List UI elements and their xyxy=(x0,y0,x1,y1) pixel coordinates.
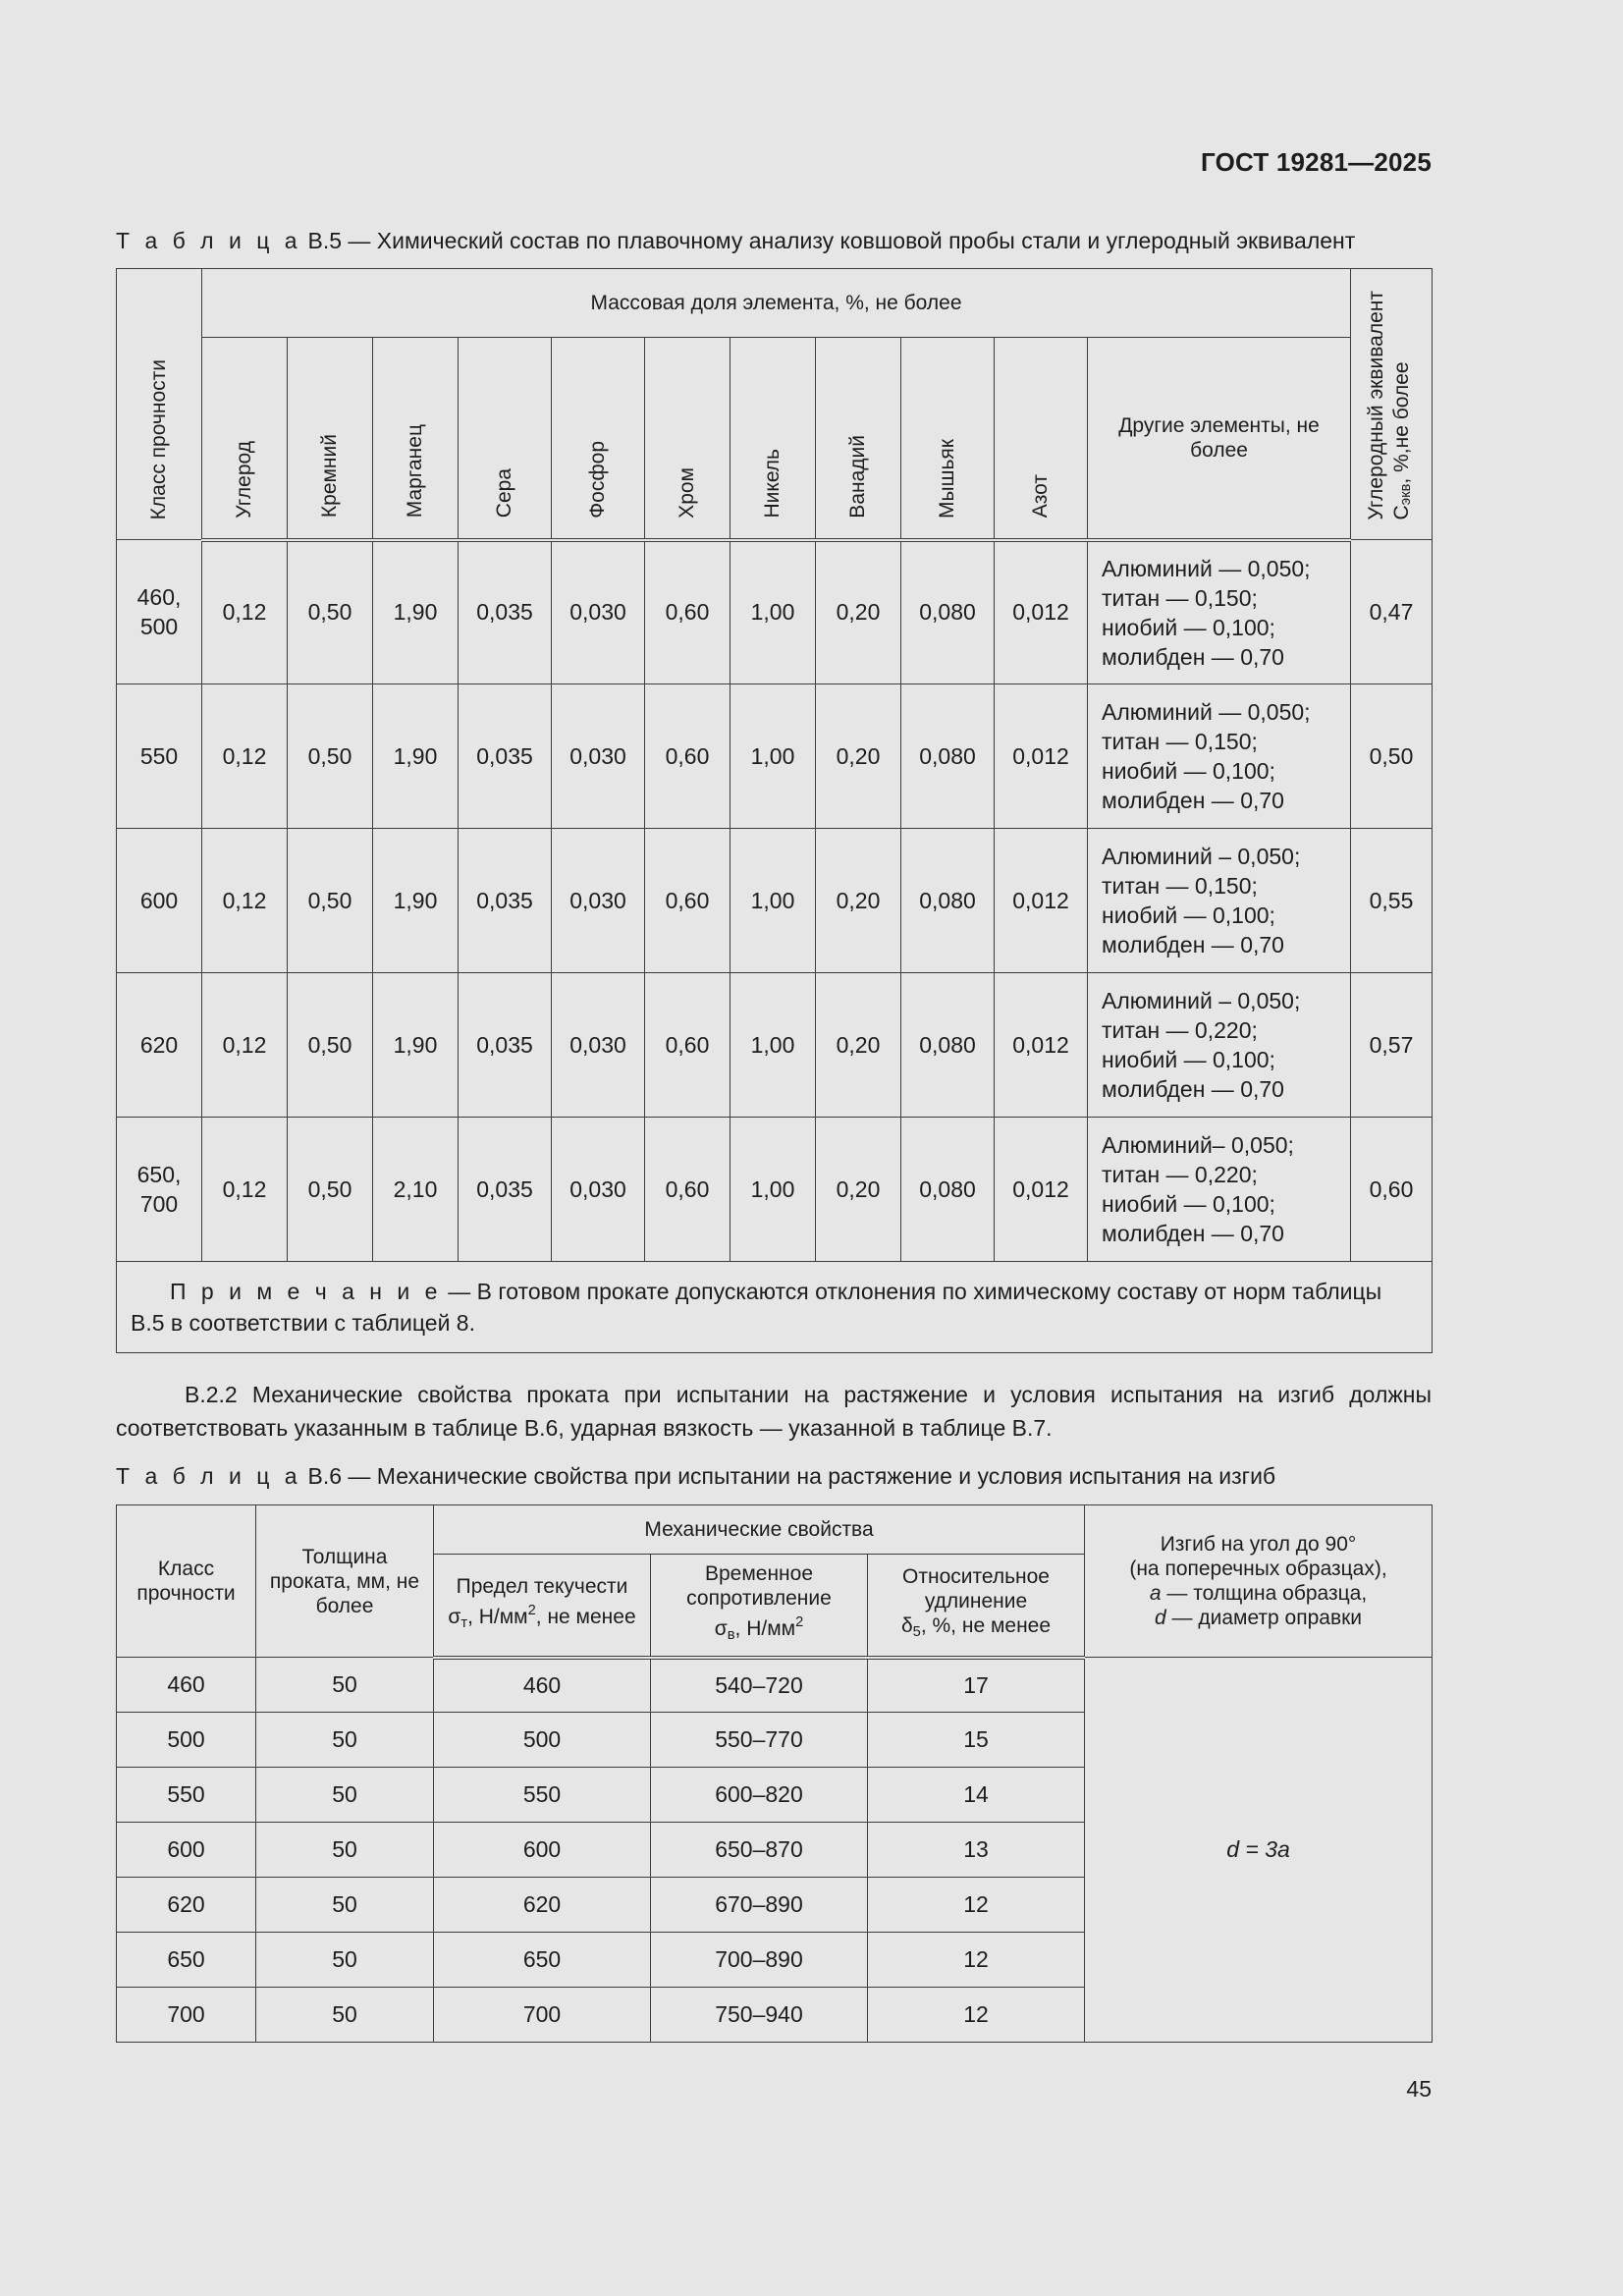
table-row xyxy=(117,1118,1433,1262)
value-cell: 1,00 xyxy=(730,829,816,973)
cls-cell: 550 xyxy=(117,1768,256,1823)
value-cell: 0,012 xyxy=(995,973,1088,1118)
header-other-elements: Другие элементы, не более xyxy=(1088,338,1351,540)
value-cell: 0,080 xyxy=(901,540,995,684)
tensile-cell: 540–720 xyxy=(651,1658,868,1713)
value-cell: 0,60 xyxy=(645,1118,730,1262)
carbon-equivalent-cell: 0,55 xyxy=(1351,829,1433,973)
other-elements-cell: Алюминий– 0,050; титан — 0,220; ниобий — 0,100; молибден — 0,70 xyxy=(1088,1118,1351,1262)
elong-cell: 15 xyxy=(868,1713,1085,1768)
thk-cell: 50 xyxy=(256,1933,434,1988)
strength-class-cell: 460, 500 xyxy=(117,540,202,684)
value-cell: 0,20 xyxy=(816,1118,901,1262)
value-cell: 0,080 xyxy=(901,1118,995,1262)
value-cell: 0,012 xyxy=(995,540,1088,684)
header-element: Фосфор xyxy=(552,338,645,540)
header-element: Кремний xyxy=(288,338,373,540)
value-cell: 0,50 xyxy=(288,684,373,829)
carbon-equivalent-cell: 0,60 xyxy=(1351,1118,1433,1262)
header-strength-class: Класс прочности xyxy=(117,269,202,540)
cls-cell: 500 xyxy=(117,1713,256,1768)
value-cell: 0,035 xyxy=(459,973,552,1118)
cls-cell: 650 xyxy=(117,1933,256,1988)
value-cell: 0,60 xyxy=(645,684,730,829)
paragraph-b2-2: В.2.2 Механические свойства проката при испытании на растяжение и условия испытания на изгиб должны соответствовать указанным в таблице В.6, ударная вязкость — указанной в таблице В.7. xyxy=(116,1382,1432,1441)
elong-cell: 12 xyxy=(868,1878,1085,1933)
value-cell: 0,080 xyxy=(901,973,995,1118)
value-cell: 1,00 xyxy=(730,1118,816,1262)
value-cell: 1,90 xyxy=(373,540,459,684)
elong-cell: 12 xyxy=(868,1933,1085,1988)
caption-lead: Т а б л и ц а xyxy=(116,1463,302,1489)
thk-cell: 50 xyxy=(256,1878,434,1933)
header-carbon-equivalent: Углеродный эквивалент $С_{экв}$, %,не более xyxy=(1351,269,1433,540)
header-bend-test: Изгиб на угол до 90° (на поперечных образцах), a — толщина образца, d — диаметр оправки xyxy=(1085,1505,1433,1658)
table-row xyxy=(117,684,1433,829)
yield-cell: 650 xyxy=(434,1933,651,1988)
other-elements-cell: Алюминий – 0,050; титан — 0,150; ниобий — 0,100; молибден — 0,70 xyxy=(1088,829,1351,973)
value-cell: 0,50 xyxy=(288,1118,373,1262)
table-b6 xyxy=(116,1504,1433,2043)
other-elements-cell: Алюминий — 0,050; титан — 0,150; ниобий — 0,100; молибден — 0,70 xyxy=(1088,540,1351,684)
value-cell: 0,035 xyxy=(459,684,552,829)
header-element: Мышьяк xyxy=(901,338,995,540)
value-cell: 0,12 xyxy=(202,684,288,829)
value-cell: 0,030 xyxy=(552,1118,645,1262)
value-cell: 0,035 xyxy=(459,540,552,684)
table-row xyxy=(117,540,1433,684)
value-cell: 1,90 xyxy=(373,829,459,973)
standard-code: ГОСТ 19281—2025 xyxy=(1201,147,1432,177)
value-cell: 0,60 xyxy=(645,829,730,973)
elong-cell: 14 xyxy=(868,1768,1085,1823)
elong-cell: 13 xyxy=(868,1823,1085,1878)
value-cell: 0,50 xyxy=(288,973,373,1118)
yield-cell: 600 xyxy=(434,1823,651,1878)
value-cell: 1,00 xyxy=(730,540,816,684)
value-cell: 0,60 xyxy=(645,540,730,684)
tensile-cell: 750–940 xyxy=(651,1988,868,2043)
bend-condition-cell: d = 3a xyxy=(1085,1658,1433,2043)
value-cell: 0,50 xyxy=(288,540,373,684)
elong-cell: 17 xyxy=(868,1658,1085,1713)
value-cell: 0,20 xyxy=(816,540,901,684)
tensile-cell: 670–890 xyxy=(651,1878,868,1933)
carbon-equivalent-cell: 0,50 xyxy=(1351,684,1433,829)
header-mass-fraction: Массовая доля элемента, %, не более xyxy=(202,269,1351,338)
strength-class-cell: 620 xyxy=(117,973,202,1118)
header-element: Ванадий xyxy=(816,338,901,540)
cls-cell: 460 xyxy=(117,1658,256,1713)
value-cell: 0,035 xyxy=(459,1118,552,1262)
tensile-cell: 700–890 xyxy=(651,1933,868,1988)
strength-class-cell: 650, 700 xyxy=(117,1118,202,1262)
header-element: Марганец xyxy=(373,338,459,540)
caption-lead: Т а б л и ц а xyxy=(116,228,302,253)
value-cell: 0,030 xyxy=(552,973,645,1118)
other-elements-cell: Алюминий – 0,050; титан — 0,220; ниобий — 0,100; молибден — 0,70 xyxy=(1088,973,1351,1118)
value-cell: 0,012 xyxy=(995,684,1088,829)
table-row xyxy=(117,829,1433,973)
header-strength-class: Класс прочности xyxy=(117,1505,256,1658)
value-cell: 0,030 xyxy=(552,829,645,973)
carbon-equivalent-cell: 0,47 xyxy=(1351,540,1433,684)
yield-cell: 700 xyxy=(434,1988,651,2043)
thk-cell: 50 xyxy=(256,1823,434,1878)
cls-cell: 620 xyxy=(117,1878,256,1933)
value-cell: 1,90 xyxy=(373,973,459,1118)
thk-cell: 50 xyxy=(256,1658,434,1713)
value-cell: 0,030 xyxy=(552,684,645,829)
value-cell: 0,50 xyxy=(288,829,373,973)
value-cell: 1,00 xyxy=(730,684,816,829)
cls-cell: 600 xyxy=(117,1823,256,1878)
table-b5-caption xyxy=(116,228,1355,254)
page-number: 45 xyxy=(1406,2076,1432,2102)
value-cell: 0,20 xyxy=(816,684,901,829)
header-thickness: Толщина проката, мм, не более xyxy=(256,1505,434,1658)
note-text: — В готовом прокате допускаются отклонения по химическому составу от норм таблицы В.5 в соответствии с таблицей 8. xyxy=(131,1279,1382,1336)
thk-cell: 50 xyxy=(256,1988,434,2043)
caption-text: В.5 — Химический состав по плавочному анализу ковшовой пробы стали и углеродный эквивалент xyxy=(301,228,1356,253)
value-cell: 0,12 xyxy=(202,829,288,973)
thk-cell: 50 xyxy=(256,1713,434,1768)
table-b5-note xyxy=(117,1262,1433,1353)
header-yield-strength: Предел текучести $\sigma_т$, $Н/мм^2$, не менее xyxy=(434,1555,651,1658)
tensile-cell: 650–870 xyxy=(651,1823,868,1878)
header-element: Углерод xyxy=(202,338,288,540)
value-cell: 0,035 xyxy=(459,829,552,973)
value-cell: 1,00 xyxy=(730,973,816,1118)
value-cell: 0,20 xyxy=(816,829,901,973)
other-elements-cell: Алюминий — 0,050; титан — 0,150; ниобий — 0,100; молибден — 0,70 xyxy=(1088,684,1351,829)
value-cell: 0,012 xyxy=(995,1118,1088,1262)
strength-class-cell: 600 xyxy=(117,829,202,973)
value-cell: 0,030 xyxy=(552,540,645,684)
value-cell: 0,080 xyxy=(901,829,995,973)
yield-cell: 460 xyxy=(434,1658,651,1713)
note-label: П р и м е ч а н и е xyxy=(170,1279,442,1304)
value-cell: 0,60 xyxy=(645,973,730,1118)
elong-cell: 12 xyxy=(868,1988,1085,2043)
header-element: Никель xyxy=(730,338,816,540)
table-b5 xyxy=(116,268,1433,1353)
value-cell: 1,90 xyxy=(373,684,459,829)
cls-cell: 700 xyxy=(117,1988,256,2043)
header-tensile-strength: Временное сопротивление $\sigma_в$, $Н/мм^2$ xyxy=(651,1555,868,1658)
header-mechanical-properties: Механические свойства xyxy=(434,1505,1085,1555)
yield-cell: 620 xyxy=(434,1878,651,1933)
header-element: Хром xyxy=(645,338,730,540)
yield-cell: 500 xyxy=(434,1713,651,1768)
value-cell: 2,10 xyxy=(373,1118,459,1262)
value-cell: 0,012 xyxy=(995,829,1088,973)
thk-cell: 50 xyxy=(256,1768,434,1823)
header-element: Сера xyxy=(459,338,552,540)
table-row xyxy=(117,1658,1433,1713)
yield-cell: 550 xyxy=(434,1768,651,1823)
tensile-cell: 600–820 xyxy=(651,1768,868,1823)
value-cell: 0,20 xyxy=(816,973,901,1118)
value-cell: 0,12 xyxy=(202,540,288,684)
table-b6-caption xyxy=(116,1463,1275,1490)
carbon-equivalent-cell: 0,57 xyxy=(1351,973,1433,1118)
table-row xyxy=(117,973,1433,1118)
value-cell: 0,12 xyxy=(202,973,288,1118)
value-cell: 0,080 xyxy=(901,684,995,829)
strength-class-cell: 550 xyxy=(117,684,202,829)
header-elongation: Относительное удлинение $\delta_5$, %, не менее xyxy=(868,1555,1085,1658)
tensile-cell: 550–770 xyxy=(651,1713,868,1768)
value-cell: 0,12 xyxy=(202,1118,288,1262)
caption-text: В.6 — Механические свойства при испытании на растяжение и условия испытания на изгиб xyxy=(301,1463,1276,1489)
header-element: Азот xyxy=(995,338,1088,540)
